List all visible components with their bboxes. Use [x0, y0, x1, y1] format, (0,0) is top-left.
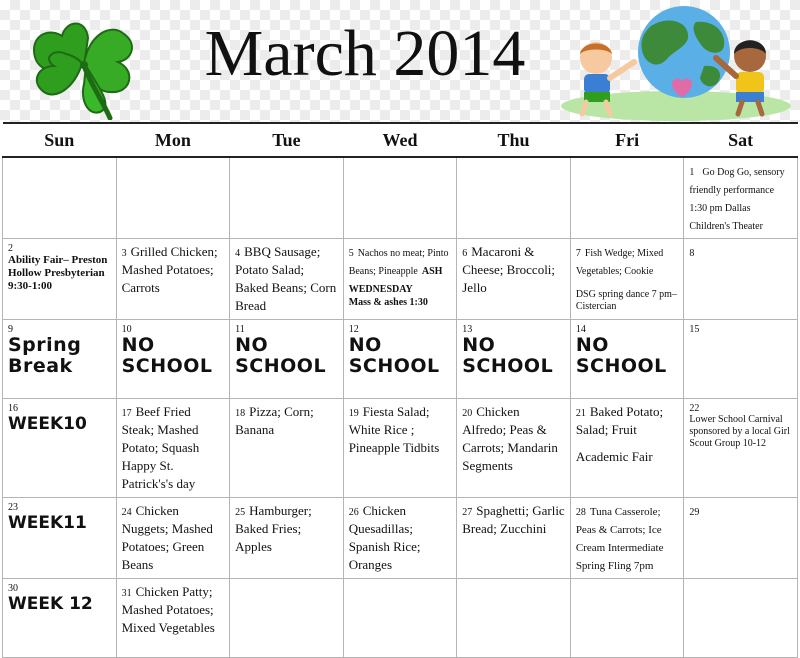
- event-text: NO SCHOOL: [462, 334, 554, 377]
- day-number: 20: [462, 408, 473, 419]
- day-number: 5: [348, 248, 354, 259]
- day-cell-1: [684, 157, 798, 239]
- day-cell-24: [116, 498, 230, 579]
- day-cell-19: [343, 399, 457, 498]
- weekday-header: Thu: [457, 123, 571, 157]
- day-cell-26: [343, 498, 457, 579]
- day-number: 26: [348, 507, 359, 518]
- day-cell-empty: [570, 157, 684, 239]
- event-text: NO SCHOOL: [348, 334, 440, 377]
- day-number: 2: [8, 243, 13, 254]
- day-number: 29: [689, 507, 700, 518]
- day-cell-empty: [343, 157, 457, 239]
- week-row: [3, 320, 798, 399]
- week-label: WEEK11: [8, 513, 87, 533]
- event-text: NO SCHOOL: [235, 334, 327, 377]
- day-number: 30: [8, 583, 18, 594]
- menu-text: Macaroni & Cheese; Broccoli; Jello: [462, 244, 556, 295]
- day-cell-empty: [684, 579, 798, 658]
- day-cell-8: [684, 239, 798, 320]
- event-text: NO SCHOOL: [121, 334, 213, 377]
- day-cell-9: [3, 320, 117, 399]
- menu-text: Chicken Patty; Mashed Potatoes; Mixed Vegetables: [121, 584, 215, 635]
- week-row: [3, 157, 798, 239]
- day-cell-empty: [457, 157, 571, 239]
- menu-text: BBQ Sausage; Potato Salad; Baked Beans; Corn Bread: [235, 244, 337, 313]
- day-cell-28: [570, 498, 684, 579]
- day-number: 18: [235, 408, 246, 419]
- weekday-header: Wed: [343, 123, 457, 157]
- day-number: 25: [235, 507, 246, 518]
- menu-text: Chicken Nuggets; Mashed Potatoes; Green Beans: [121, 503, 213, 572]
- event-text: Go Dog Go, sensory friendly performance 1:30 pm Dallas Children's Theater: [689, 167, 785, 232]
- day-cell-6: [457, 239, 571, 320]
- day-cell-31: [116, 579, 230, 658]
- menu-text: Chicken Alfredo; Peas & Carrots; Mandarin Segments: [462, 404, 558, 473]
- week-row: [3, 399, 798, 498]
- day-cell-empty: [230, 579, 344, 658]
- event-text: ASH WEDNESDAY: [348, 266, 443, 295]
- menu-text: Fish Wedge; Mixed Vegetables; Cookie: [575, 248, 664, 277]
- menu-text: Fiesta Salad; White Rice ; Pineapple Tidbits: [348, 404, 440, 455]
- weekday-header: Sat: [684, 123, 798, 157]
- day-cell-12: [343, 320, 457, 399]
- day-number: 1: [689, 167, 695, 178]
- day-cell-14: [570, 320, 684, 399]
- calendar-grid: [2, 122, 798, 658]
- day-cell-empty: [457, 579, 571, 658]
- day-number: 31: [121, 588, 132, 599]
- day-cell-2: [3, 239, 117, 320]
- day-cell-17: [116, 399, 230, 498]
- day-cell-7: [570, 239, 684, 320]
- day-number: 11: [235, 324, 245, 335]
- day-number: 6: [462, 248, 468, 259]
- four-leaf-clover-icon: [14, 8, 154, 120]
- day-cell-29: [684, 498, 798, 579]
- week-label: WEEK 12: [8, 594, 93, 614]
- day-cell-27: [457, 498, 571, 579]
- event-text: Mass & ashes 1:30: [348, 297, 428, 308]
- day-number: 9: [8, 324, 13, 335]
- day-cell-15: [684, 320, 798, 399]
- event-text: Ability Fair– Preston Hollow Presbyterian 9:30-1:00: [8, 254, 108, 292]
- menu-text: Baked Potato; Salad; Fruit: [575, 404, 664, 437]
- day-cell-empty: [3, 157, 117, 239]
- day-number: 13: [462, 324, 473, 335]
- weekday-header-row: [3, 123, 798, 157]
- day-cell-4: [230, 239, 344, 320]
- event-text: NO SCHOOL: [575, 334, 667, 377]
- day-cell-18: [230, 399, 344, 498]
- day-number: 12: [348, 324, 359, 335]
- weekday-header: Mon: [116, 123, 230, 157]
- menu-text: Spaghetti; Garlic Bread; Zucchini: [462, 503, 565, 536]
- day-cell-empty: [343, 579, 457, 658]
- week-row: [3, 239, 798, 320]
- menu-text: Hamburger; Baked Fries; Apples: [235, 503, 312, 554]
- weekday-header: Sun: [3, 123, 117, 157]
- page-title: March 2014: [204, 17, 526, 90]
- day-number: 19: [348, 408, 359, 419]
- weekday-header: Tue: [230, 123, 344, 157]
- day-number: 10: [121, 324, 132, 335]
- day-number: 21: [575, 408, 586, 419]
- day-cell-16: [3, 399, 117, 498]
- menu-text: Chicken Quesadillas; Spanish Rice; Oranges: [348, 503, 421, 572]
- menu-text: Nachos no meat; Pinto Beans; Pineapple: [348, 248, 449, 277]
- day-cell-11: [230, 320, 344, 399]
- day-cell-20: [457, 399, 571, 498]
- event-text: Lower School Carnival sponsored by a local Girl Scout Group 10-12: [689, 414, 790, 449]
- day-number: 14: [575, 324, 586, 335]
- day-number: 22: [689, 403, 700, 414]
- day-number: 7: [575, 248, 581, 259]
- day-number: 4: [235, 248, 241, 259]
- day-cell-22: [684, 399, 798, 498]
- day-cell-10: [116, 320, 230, 399]
- event-text: DSG spring dance 7 pm– Cistercian: [575, 289, 677, 312]
- calendar-header: [0, 0, 800, 122]
- week-label: WEEK10: [8, 414, 87, 434]
- day-cell-empty: [230, 157, 344, 239]
- week-row: [3, 498, 798, 579]
- day-cell-5: [343, 239, 457, 320]
- day-cell-empty: [116, 157, 230, 239]
- day-cell-empty: [570, 579, 684, 658]
- day-number: 15: [689, 324, 700, 335]
- day-cell-3: [116, 239, 230, 320]
- day-cell-13: [457, 320, 571, 399]
- menu-text: Grilled Chicken; Mashed Potatoes; Carrots: [121, 244, 218, 295]
- day-number: 24: [121, 507, 132, 518]
- menu-text: Pizza; Corn; Banana: [235, 404, 314, 437]
- day-number: 27: [462, 507, 473, 518]
- day-cell-23: [3, 498, 117, 579]
- day-number: 8: [689, 248, 695, 259]
- day-number: 17: [121, 408, 132, 419]
- day-number: 3: [121, 248, 127, 259]
- menu-text: Tuna Casserole; Peas & Carrots; Ice Cream Intermediate Spring Fling 7pm: [575, 506, 664, 572]
- day-number: 16: [8, 403, 18, 414]
- day-cell-21: [570, 399, 684, 498]
- menu-text: Beef Fried Steak; Mashed Potato; Squash Happy St. Patrick's's day: [121, 404, 200, 491]
- weekday-header: Fri: [570, 123, 684, 157]
- day-number: 28: [575, 507, 586, 518]
- day-number: 23: [8, 502, 18, 513]
- week-row: [3, 579, 798, 658]
- day-cell-25: [230, 498, 344, 579]
- day-cell-30: [3, 579, 117, 658]
- kids-with-globe-icon: [556, 6, 796, 122]
- event-text: Spring Break: [8, 334, 82, 377]
- event-text: Academic Fair: [575, 449, 653, 464]
